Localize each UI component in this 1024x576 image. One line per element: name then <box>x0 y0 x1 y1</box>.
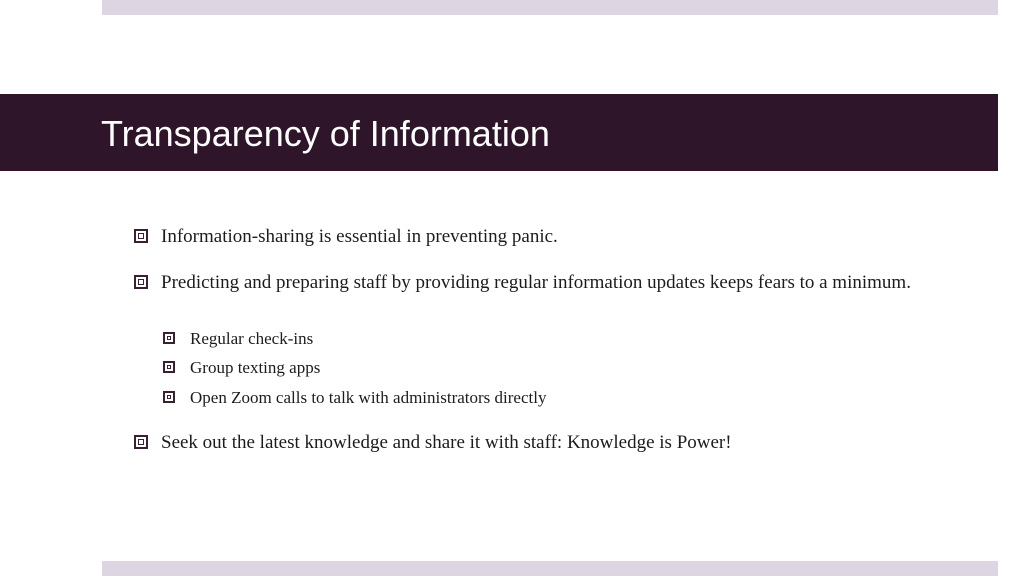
square-bullet-icon <box>134 275 148 289</box>
sub-bullet-item <box>163 328 923 350</box>
square-bullet-icon <box>163 391 175 403</box>
bullet-text: Information-sharing is essential in preventing panic. <box>161 226 558 247</box>
sub-bullet-text: Group texting apps <box>190 358 321 377</box>
sub-bullet-item <box>163 357 923 379</box>
bullet-item <box>134 224 924 250</box>
square-bullet-icon <box>134 435 148 449</box>
square-bullet-icon <box>163 361 175 373</box>
bullet-item <box>134 430 924 456</box>
square-bullet-icon <box>134 229 148 243</box>
sub-bullet-text: Regular check-ins <box>190 329 314 348</box>
bullet-text: Predicting and preparing staff by providing regular information updates keeps fears to a minimum. <box>161 272 911 293</box>
square-bullet-icon <box>163 332 175 344</box>
sub-bullet-text: Open Zoom calls to talk with administrators directly <box>190 388 547 407</box>
sub-bullet-item <box>163 387 923 409</box>
slide-title: Transparency of Information <box>101 113 550 154</box>
bullet-item <box>134 270 924 296</box>
bottom-accent-strip <box>102 561 998 576</box>
bullet-text: Seek out the latest knowledge and share it with staff: Knowledge is Power! <box>161 432 732 453</box>
